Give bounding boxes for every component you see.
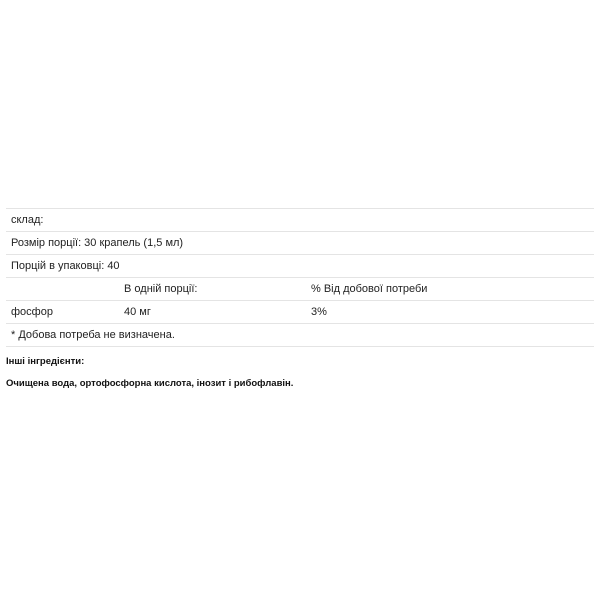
other-ingredients-text: Очищена вода, ортофосфорна кислота, інозит і рибофлавін. <box>6 378 294 389</box>
nutrient-name: фосфор <box>6 301 119 324</box>
table-row <box>6 255 594 278</box>
empty-header-cell <box>6 278 119 301</box>
table-row <box>6 209 594 232</box>
other-ingredients-heading: Інші інгредієнти: <box>6 356 85 367</box>
amount-column-header: В одній порції: <box>119 278 306 301</box>
daily-value-column-header: % Від добової потреби <box>306 278 594 301</box>
table-row <box>6 232 594 255</box>
table-header-row <box>6 278 594 301</box>
supplement-facts-table <box>6 208 594 347</box>
footnote: * Добова потреба не визначена. <box>6 324 594 347</box>
table-row <box>6 324 594 347</box>
nutrient-daily-value: 3% <box>306 301 594 324</box>
nutrient-amount: 40 мг <box>119 301 306 324</box>
table-row <box>6 301 594 324</box>
composition-label: склад: <box>6 209 594 232</box>
serving-size: Розмір порції: 30 крапель (1,5 мл) <box>6 232 594 255</box>
servings-per-container: Порцій в упаковці: 40 <box>6 255 594 278</box>
